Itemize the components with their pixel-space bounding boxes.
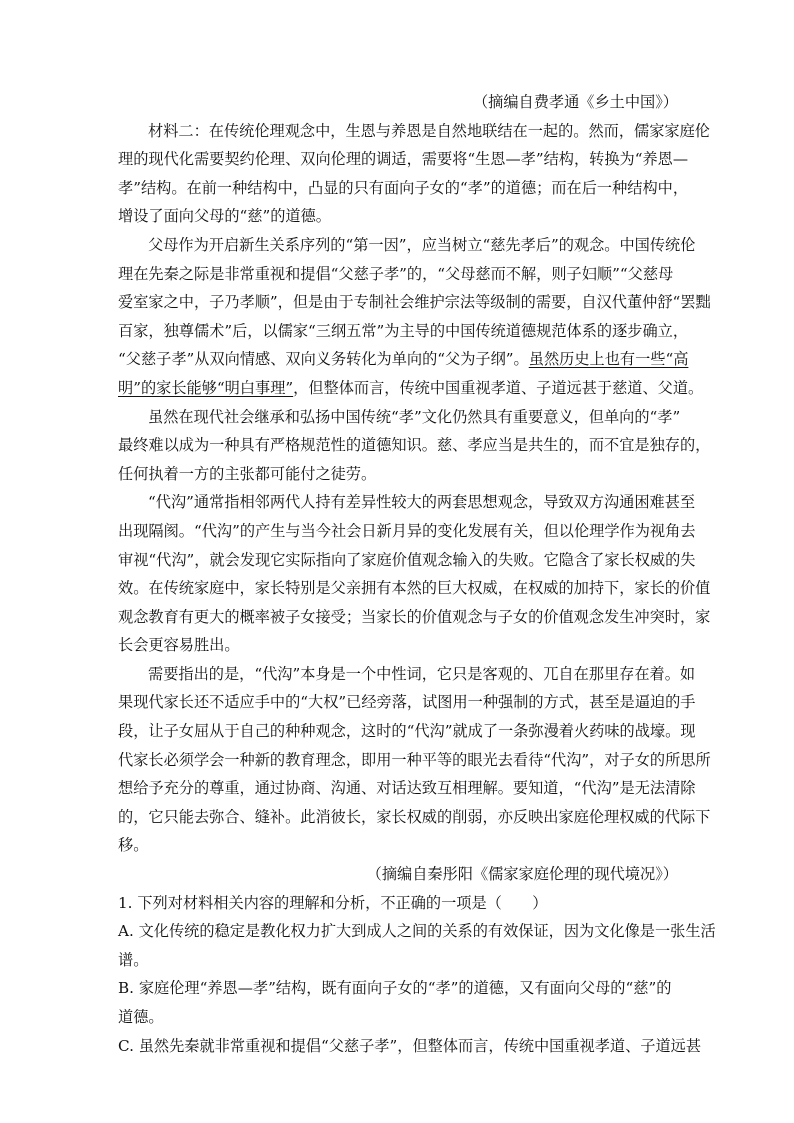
text-line: 段，让子女屈从于自己的种种观念，这时的“代沟”就成了一条弥漫着火药味的战壕。现 [118,722,696,741]
text-line: 理的现代化需要契约伦理、双向伦理的调适，需要将“生恩—孝”结构，转换为“养恩— [118,150,689,169]
underlined-text: 虽然历史上也有一些“高 [528,350,689,369]
text-line [118,374,704,403]
text-line: 观念教育有更大的概率被子女接受；当家长的价值观念与子女的价值观念发生冲突时，家 [118,607,711,626]
underlined-text: 明”的家长能够“明白事理” [118,378,294,397]
text-line: 爱室家之中，子乃孝顺”，但是由于专制社会维护宗法等级制的需要，自汉代董仲舒“罢黜 [118,293,711,312]
text-line: 理在先秦之际是非常重视和提倡“父慈子孝”的，“父母慈而不解，则子妇顺”“父慈母 [118,264,674,283]
text-line: 代家长必须学会一种新的教育理念，即用一种平等的眼光去看待“代沟”，对子女的所思所 [118,750,711,769]
text-line: 虽然在现代社会继承和弘扬中国传统“孝”文化仍然具有重要意义，但单向的“孝” [148,407,681,426]
text-line: 移。 [118,836,149,855]
material-2-paragraph-4 [118,488,711,660]
text-line: 任何执着一方的主张都可能付之徒劳。 [118,464,377,483]
document-page [118,88,716,1060]
option-a: A. 文化传统的稳定是教化权力扩大到成人之间的关系的有效保证，因为文化像是一张生活 [118,922,716,941]
text-line: 最终难以成为一种具有严格规范性的道德知识。慈、孝应当是共生的，而不宜是独存的， [118,436,711,455]
text-line: 材料二：在传统伦理观念中，生恩与养恩是自然地联结在一起的。然而，儒家家庭伦 [148,121,710,140]
source-citation-2: （摘编自秦彤阳《儒家家庭伦理的现代境况》） [366,865,678,884]
material-2-paragraph-3 [118,403,711,489]
material-2-paragraph-2 [118,231,711,403]
text-line: 果现代家长还不适应手中的“大权”已经旁落，试图用一种强制的方式，甚至是逼迫的手 [118,693,696,712]
material-2-paragraph-5 [118,660,711,860]
text-line: 父母作为开启新生关系序列的“第一因”，应当树立“慈先孝后”的观念。中国传统伦 [148,235,696,254]
option-c: C. 虽然先秦就非常重视和提倡“父慈子孝”，但整体而言，传统中国重视孝道、子道远甚 [118,1036,702,1055]
text-line: 增设了面向父母的“慈”的道德。 [118,207,331,226]
text-segment: ，但整体而言，传统中国重视孝道、子道远甚于慈道、父道。 [293,378,704,397]
text-line: 孝”结构。在前一种结构中，凸显的只有面向子女的“孝”的道德；而在后一种结构中， [118,178,689,197]
text-line: 审视“代沟”，就会发现它实际指向了家庭价值观念输入的失败。它隐含了家长权威的失 [118,550,696,569]
text-segment: “父慈子孝”从双向情感、双向义务转化为单向的“父为子纲”。 [118,350,529,369]
option-a-continued: 谱。 [118,950,149,969]
source-citation-1: （摘编自费孝通《乡土中国》） [472,93,678,111]
option-b: B. 家庭伦理“养恩—孝”结构，既有面向子女的“孝”的道德，又有面向父母的“慈”的 [118,979,672,998]
text-line: 需要指出的是，“代沟”本身是一个中性词，它只是客观的、兀自在那里存在着。如 [148,664,696,683]
question-1 [118,889,716,1061]
text-line: 的，它只能去弥合、缝补。此消彼长，家长权威的削弱，亦反映出家庭伦理权威的代际下 [118,807,711,826]
text-line: 效。在传统家庭中，家长特别是父亲拥有本然的巨大权威，在权威的加持下，家长的价值 [118,579,711,598]
text-line: 想给予充分的尊重，通过协商、沟通、对话达致互相理解。要知道，“代沟”是无法清除 [118,779,696,798]
question-stem: 1. 下列对材料相关内容的理解和分析，不正确的一项是（ ） [118,893,548,912]
text-line [118,345,689,374]
option-b-continued: 道德。 [118,1008,164,1026]
text-line: 百家，独尊儒术”后，以儒家“三纲五常”为主导的中国传统道德规范体系的逐步确立， [118,321,689,340]
text-line: 出现隔阂。“代沟”的产生与当今社会日新月异的变化发展有关，但以伦理学作为视角去 [118,521,696,540]
material-2-paragraph-1 [118,117,710,231]
text-line: 长会更容易胜出。 [118,636,240,655]
text-line: “代沟”通常指相邻两代人持有差异性较大的两套思想观念，导致双方沟通困难甚至 [148,493,696,512]
